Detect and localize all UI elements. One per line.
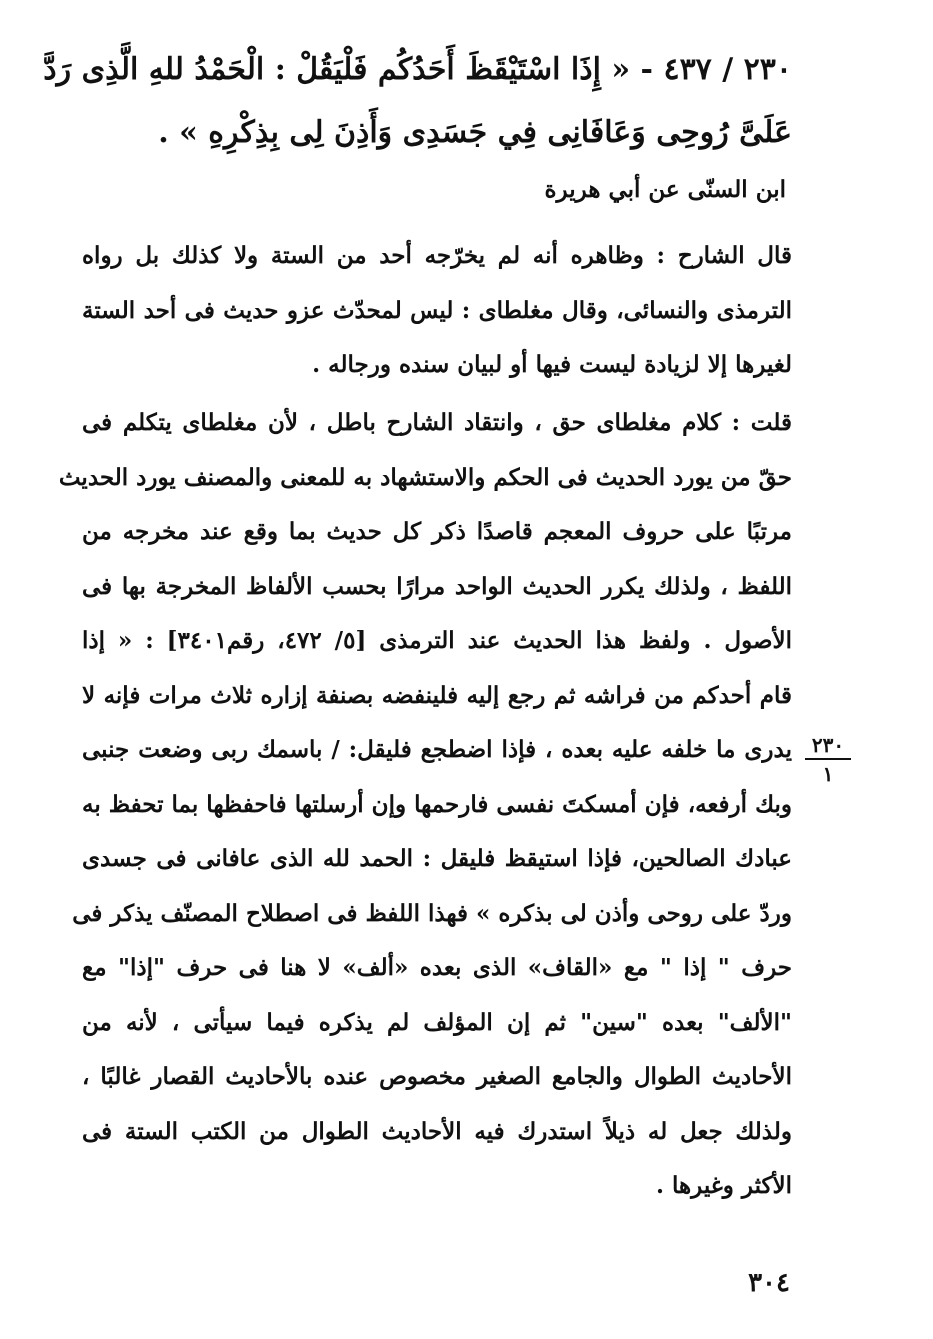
margin-reference-page: ١ [822, 762, 834, 786]
paragraph-line: وبك أرفعه، فإن أمسكتَ نفسى فارحمها وإن أرسلتها فاحفظها بما تحفظ به [82, 790, 792, 818]
paragraph-line: اللفظ ، ولذلك يكرر الحديث الواحد مرارًا بحسب الألفاظ المخرجة بها فى [82, 572, 792, 600]
margin-reference-volume: ٢٣٠ [811, 733, 845, 757]
hadith-text [43, 38, 792, 164]
paragraph-line: حرف " إذا " مع «القاف» الذى بعده «ألف» لا هنا فى حرف "إذا" مع [82, 954, 792, 981]
paragraph-line: لغيرها إلا لزيادة ليست فيها أو لبيان سنده ورجاله . [312, 351, 792, 378]
paragraph-line: عبادك الصالحين، فإذا استيقظ فليقل : الحمد لله الذى عافانى فى جسدى [82, 845, 792, 872]
paragraph-line: مرتبًا على حروف المعجم قاصدًا ذكر كل حديث بما وقع عند مخرجه من [82, 518, 792, 545]
margin-divider [805, 758, 851, 760]
paragraph-line: الأحاديث الطوال والجامع الصغير مخصوص عنده بالأحاديث القصار غالبًا ، [82, 1063, 792, 1090]
paragraph-line: حقّ من يورد الحديث فى الحكم والاستشهاد به للمعنى والمصنف يورد الحديث [58, 463, 792, 491]
commentary-paragraph-1 [82, 229, 792, 393]
paragraph-line: قلت : كلام مغلطاى حق ، وانتقاد الشارح باطل ، لأن مغلطاى يتكلم فى [82, 409, 792, 436]
hadith-line: ٢٣٠ / ٤٣٧ - « إِذَا اسْتَيْقَظَ أَحَدُكُم فَلْيَقُلْ : الْحَمْدُ للهِ الَّذِى رَدَّ [43, 52, 792, 87]
commentary-paragraph-2 [58, 396, 792, 1214]
paragraph-line: وردّ على روحى وأذن لى بذكره » فهذا اللفظ فى اصطلاح المصنّف يذكر فى [72, 899, 792, 927]
paragraph-line: يدرى ما خلفه عليه بعده ، فإذا اضطجع فليقل: / باسمك ربى وضعت جنبى [82, 736, 792, 763]
hadith-source [82, 170, 792, 210]
paragraph-line: قال الشارح : وظاهره أنه لم يخرّجه أحد من الستة ولا كذلك بل رواه [82, 242, 792, 269]
paragraph-line: "الألف" بعده "سين" ثم إن المؤلف لم يذكره فيما سيأتى ، لأنه من [82, 1008, 792, 1036]
paragraph-line: الترمذى والنسائى، وقال مغلطاى : ليس لمحدّث عزو حديث فى أحد الستة [82, 296, 792, 324]
paragraph-line: الأصول . ولفظ هذا الحديث عند الترمذى [٥/ ٤٧٢، رقم٣٤٠١] : « إذا [82, 627, 792, 654]
source-text: ابن السنّى عن أبي هريرة [544, 176, 786, 203]
margin-page-reference [805, 734, 851, 785]
paragraph-line: الأكثر وغيرها . [655, 1172, 792, 1199]
paragraph-line: قام أحدكم من فراشه ثم رجع إليه فلينفضه بصنفة إزاره ثلاث مرات فإنه لا [82, 681, 792, 709]
page-number: ٣٠٤ [748, 1268, 790, 1298]
hadith-line: عَلَىَّ رُوحِى وَعَافَانِى فِي جَسَدِى وَأَذِنَ لِى بِذِكْرِهِ » . [158, 115, 792, 150]
paragraph-line: ولذلك جعل له ذيلاً استدرك فيه الأحاديث الطوال من الكتب الستة فى [82, 1117, 792, 1145]
